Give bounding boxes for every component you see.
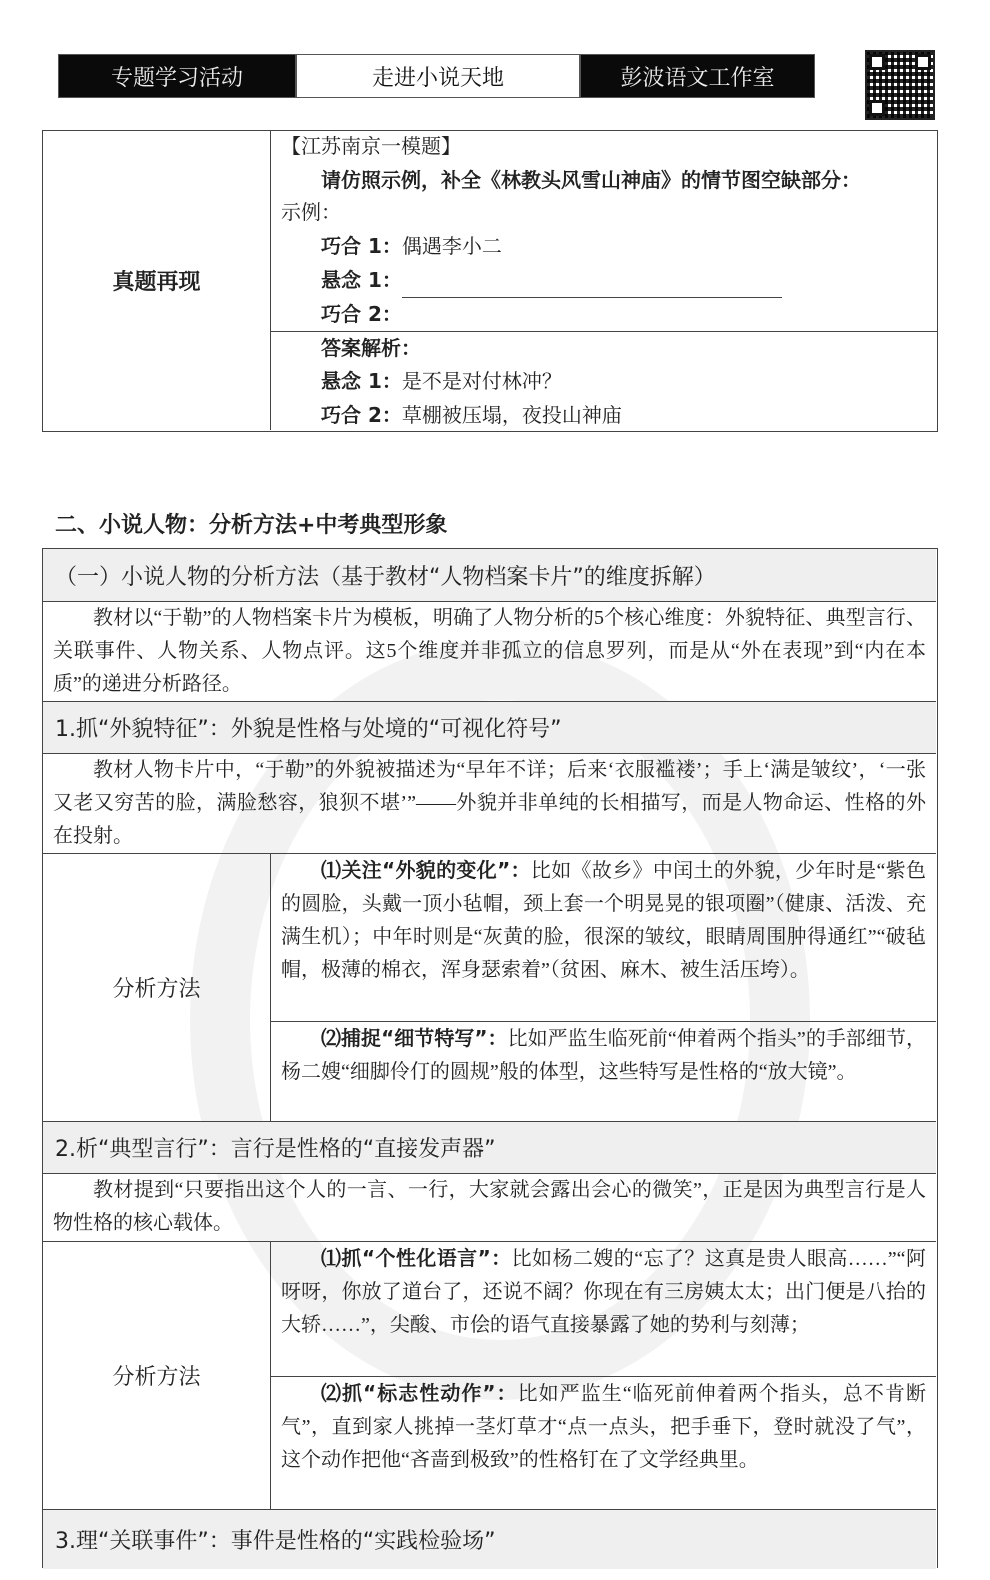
dim1-method-label: 分析方法 [43, 853, 270, 1121]
dim3-title: 3.理“关联事件”：事件是性格的“实践检验场” [43, 1509, 936, 1569]
header-left: 专题学习活动 [58, 54, 296, 98]
exam-answer-cell [270, 331, 937, 430]
dim2-text: 教材提到“只要指出这个人的一言、一行，大家就会露出会心的微笑”，正是因为典型言行是人物性格的核心载体。 [43, 1173, 936, 1241]
section-title: 二、小说人物：分析方法+中考典型形象 [55, 513, 448, 538]
exam-question-cell [270, 131, 937, 331]
part1-intro: 教材以“于勒”的人物档案卡片为模板，明确了人物分析的5个核心维度：外貌特征、典型言行、关联事件、人物关系、人物点评。这5个维度并非孤立的信息罗列，而是从“外在表现”到“内在本质”的递进分析路径。 [43, 601, 936, 701]
method-head: ⑵抓“标志性动作”： [321, 1381, 518, 1405]
dim2-title: 2.析“典型言行”：言行是性格的“直接发声器” [43, 1121, 936, 1173]
dim1-text: 教材人物卡片中，“于勒”的外貌被描述为“早年不详；后来‘衣服褴褛’；手上‘满是皱纹’，‘一张又老又穷苦的脸，满脸愁容，狼狈不堪’”——外貌并非单纯的长相描写，而是人物命运、性格的外在投射。 [43, 753, 936, 853]
blank-line [402, 309, 782, 332]
item-key: 巧合 1： [321, 234, 402, 258]
exam-source: 【江苏南京一模题】 [281, 136, 461, 158]
method-body: 比如《故乡》中闰土的外貌，少年时是“紫色的圆脸，头戴一顶小毡帽，颈上套一个明晃晃的银项圈”（健康、活泼、充满生机）；中年时则是“灰黄的脸，很深的皱纹，眼睛周围肿得通红”“破毡帽，极薄的棉衣，浑身瑟索着”（贫困、麻木、被生活压垮）。 [281, 860, 926, 981]
method-body: 比如严监生临死前“伸着两个指头”的手部细节，杨二嫂“细脚伶仃的圆规”般的体型，这些特写是性格的“放大镜”。 [281, 1028, 926, 1083]
method-head: ⑵捕捉“细节特写”： [321, 1026, 508, 1050]
exam-label: 真题再现 [112, 270, 201, 295]
answer-key: 巧合 2： [321, 403, 402, 427]
answer-key: 悬念 1： [321, 369, 402, 393]
item-key: 悬念 1： [321, 268, 402, 292]
item-value: 偶遇李小二 [401, 236, 502, 258]
dim2-method-2 [270, 1376, 936, 1509]
dim1-method-2 [270, 1021, 936, 1121]
answer-value: 草棚被压塌，夜投山神庙 [401, 405, 622, 427]
item-key: 巧合 2： [321, 302, 402, 326]
method-body: 比如严监生“临死前伸着两个指头，总不肯断气”，直到家人挑掉一茎灯草才“点一点头，把手垂下，登时就没了气”，这个动作把他“吝啬到极致”的性格钉在了文学经典里。 [281, 1383, 926, 1471]
method-body: 比如杨二嫂的“忘了？这真是贵人眼高……”“阿呀呀，你放了道台了，还说不阔？你现在有三房姨太太；出门便是八抬的大轿……”，尖酸、市侩的语气直接暴露了她的势利与刻薄； [281, 1248, 926, 1336]
method-head: ⑴关注“外貌的变化”： [321, 858, 531, 882]
header-title: 走进小说天地 [296, 54, 580, 98]
method-head: ⑴抓“个性化语言”： [321, 1246, 512, 1270]
exam-table [42, 130, 938, 432]
header-right: 彭波语文工作室 [580, 54, 815, 98]
answer-value: 是不是对付林冲？ [401, 371, 562, 393]
answer-label: 答案解析： [321, 336, 421, 360]
part1-title: （一）小说人物的分析方法（基于教材“人物档案卡片”的维度拆解） [43, 549, 936, 601]
dim2-method-label: 分析方法 [43, 1241, 270, 1509]
analysis-table [42, 548, 938, 1568]
dim2-method-1 [270, 1241, 936, 1376]
exam-question: 请仿照示例，补全《林教头风雪山神庙》的情节图空缺部分： [321, 168, 861, 192]
dim1-method-1 [270, 853, 936, 1021]
blank-line [402, 275, 782, 298]
dim1-title: 1.抓“外貌特征”：外貌是性格与处境的“可视化符号” [43, 701, 936, 753]
example-label: 示例： [281, 202, 341, 224]
qr-code-icon [865, 50, 935, 120]
